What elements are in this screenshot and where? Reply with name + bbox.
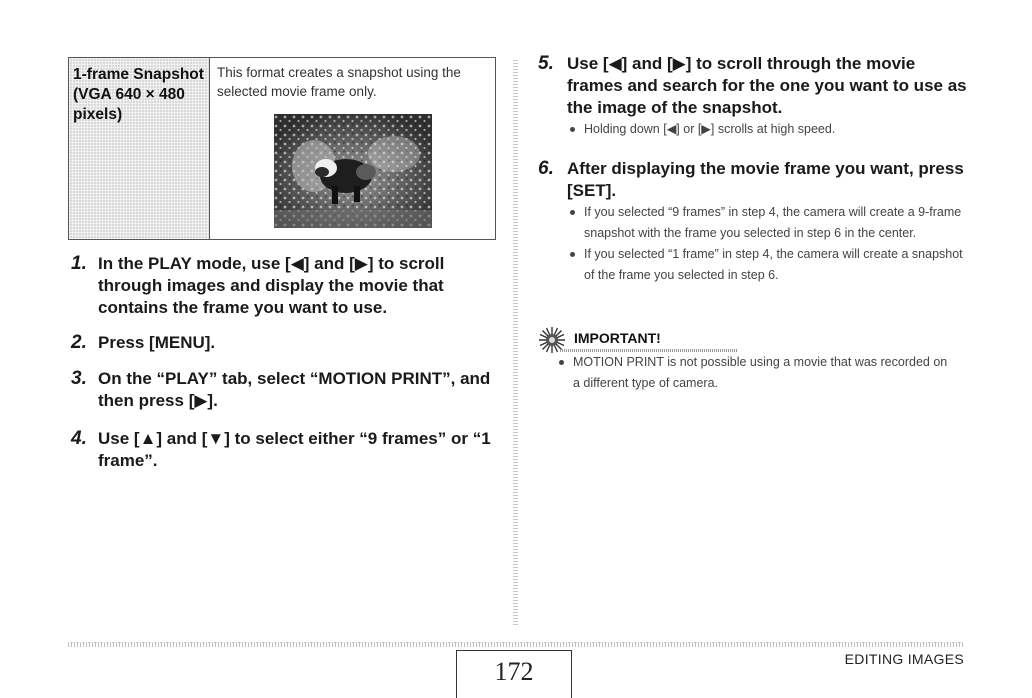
- step-3-number: 3.: [71, 368, 87, 389]
- bullet-item: [567, 244, 967, 286]
- format-table-description: This format creates a snapshot using the selected movie frame only.: [217, 65, 461, 99]
- step-5-text: Use [◀] and [▶] to scroll through the movie frames and search for the one you want to use as the image of the snapshot.: [567, 54, 967, 117]
- step-3-text: On the “PLAY” tab, select “MOTION PRINT”, and then press [▶].: [98, 369, 491, 410]
- format-table: [68, 57, 496, 240]
- step-4-number: 4.: [71, 428, 87, 449]
- step-6-text: After displaying the movie frame you want, press [SET].: [567, 159, 964, 200]
- snapshot-photo: [274, 114, 432, 228]
- footer-rule: [68, 642, 963, 647]
- bullet-dot: [570, 252, 575, 257]
- bullet-text: Holding down [◀] or [▶] scrolls at high speed.: [584, 122, 836, 136]
- step-1-text: In the PLAY mode, use [◀] and [▶] to scroll through images and display the movie that contains the frame you want to use.: [98, 254, 445, 317]
- bullet-item: [567, 119, 967, 140]
- bullet-text: If you selected “1 frame” in step 4, the camera will create a snapshot of the frame you selected in step 6.: [584, 247, 963, 282]
- column-divider: [513, 60, 518, 625]
- step-1-number: 1.: [71, 253, 87, 274]
- page-number: 172: [494, 657, 534, 686]
- step-5-number: 5.: [538, 53, 554, 74]
- bullet-item: [567, 202, 967, 244]
- important-title: IMPORTANT!: [574, 330, 661, 346]
- step-4-text: Use [▲] and [▼] to select either “9 frames” or “1 frame”.: [98, 429, 491, 470]
- bullet-text: If you selected “9 frames” in step 4, the camera will create a 9-frame snapshot with the frame you selected in step 6 in the center.: [584, 205, 962, 240]
- format-table-heading-cell: [69, 58, 210, 239]
- step-5-bullets: [567, 119, 967, 140]
- step-2-number: 2.: [71, 332, 87, 353]
- bullet-dot: [559, 360, 564, 365]
- format-table-heading: 1-frame Snapshot (VGA 640 × 480 pixels): [73, 66, 204, 123]
- bullet-text: MOTION PRINT is not possible using a movie that was recorded on a different type of camera.: [573, 355, 948, 390]
- step-2-text: Press [MENU].: [98, 333, 216, 352]
- step-6-bullets: [567, 202, 967, 286]
- bullet-item: [556, 352, 956, 394]
- page-number-box: [456, 650, 572, 698]
- section-label: EDITING IMAGES: [844, 651, 964, 667]
- bullet-dot: [570, 210, 575, 215]
- step-6-number: 6.: [538, 158, 554, 179]
- bullet-dot: [570, 127, 575, 132]
- important-bullets: [556, 352, 956, 394]
